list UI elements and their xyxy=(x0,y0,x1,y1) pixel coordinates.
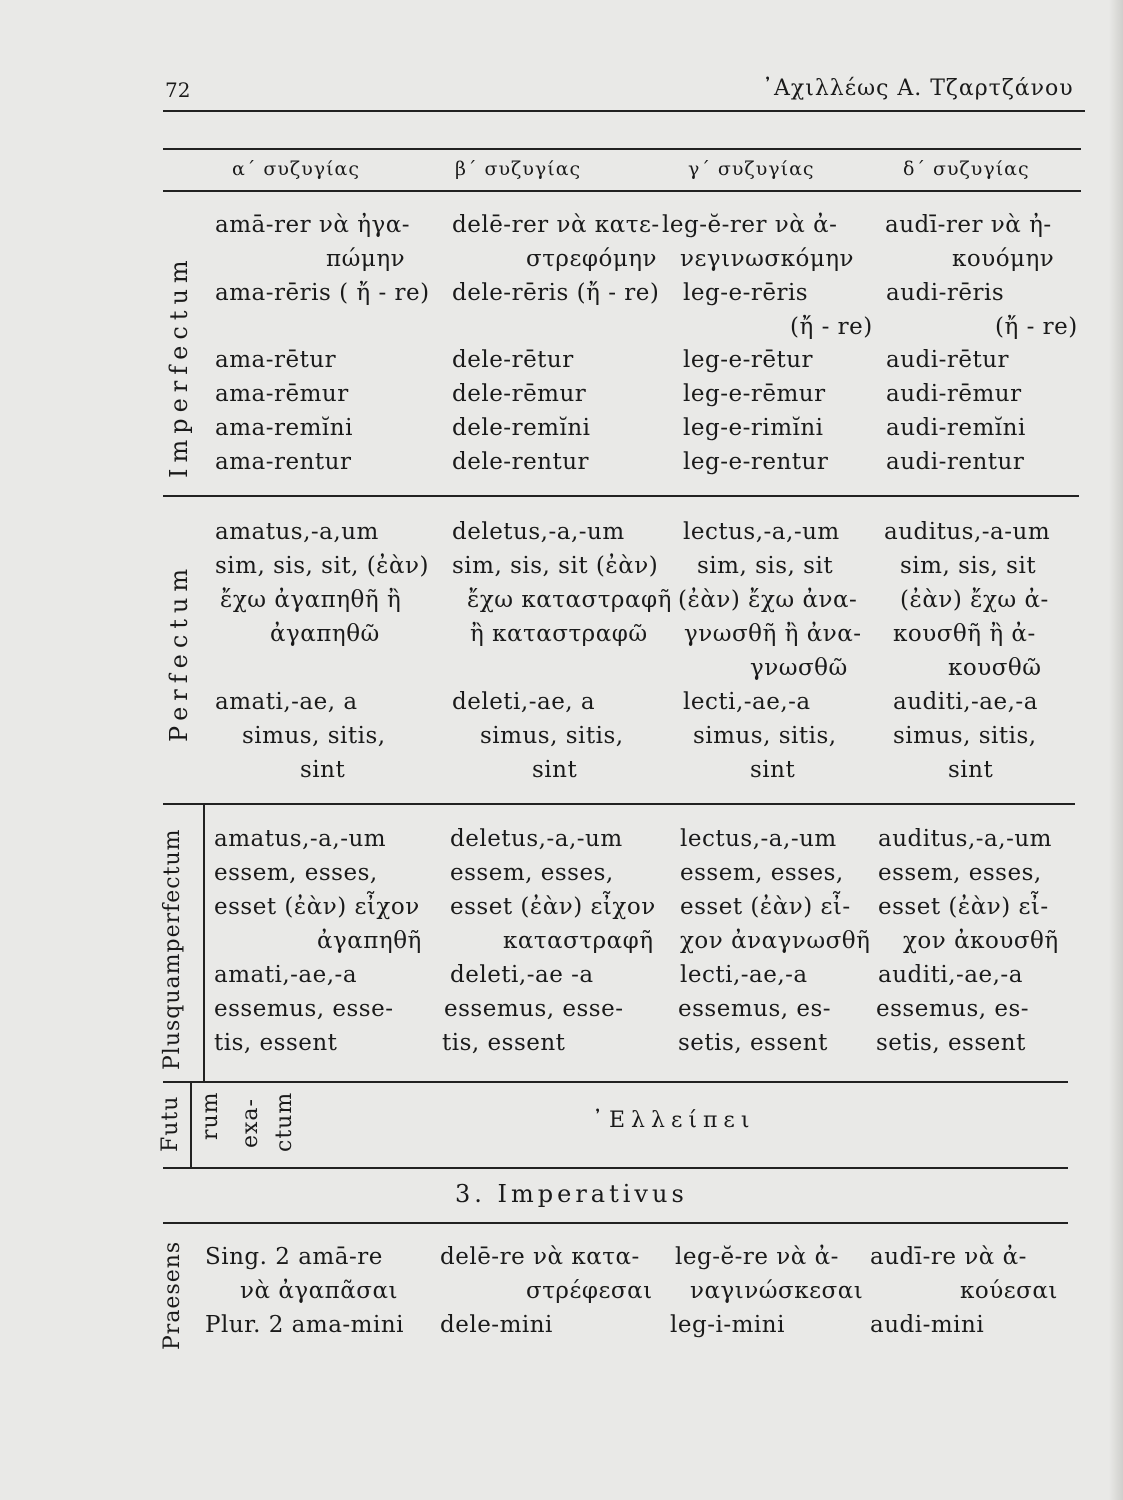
cell-line: lecti,-ae,-a xyxy=(680,962,808,988)
cell-line: essemus, esse- xyxy=(214,996,394,1022)
cell-line: ἀγαπηθῶ xyxy=(270,621,380,647)
book-gutter-shadow xyxy=(1109,0,1123,1500)
table-top-rule xyxy=(163,148,1081,150)
futurum-label-line-4: ctum xyxy=(272,1091,297,1152)
cell-line: χον ἀκουσθῆ xyxy=(903,928,1059,954)
cell-line: κούεσαι xyxy=(960,1278,1058,1304)
cell-line: κουόμην xyxy=(952,246,1055,272)
column-header-3: γ΄ συζυγίας xyxy=(688,158,815,180)
cell-line: (ἤ - re) xyxy=(995,314,1078,340)
cell-line: simus, sitis, xyxy=(693,723,837,749)
cell-line: sim, sis, sit, (ἐὰν) xyxy=(215,553,430,579)
cell-line: ama-rētur xyxy=(215,347,337,373)
cell-line: νεγινωσκόμην xyxy=(680,246,855,272)
cell-line: στρέφεσαι xyxy=(526,1278,653,1304)
perfectum-bottom-rule xyxy=(163,803,1075,805)
column-header-4: δ΄ συζυγίας xyxy=(903,158,1030,180)
plusquam-bottom-rule xyxy=(163,1081,1068,1083)
cell-line: κουσθῆ ἢ ἀ- xyxy=(893,621,1036,647)
cell-line: ἔχω ἀγαπηθῆ ἢ xyxy=(220,587,402,613)
imperativus-title: 3. Imperativus xyxy=(455,1180,688,1208)
page-number: 72 xyxy=(165,78,191,102)
futurum-missing-note: ᾿Ελλείπει xyxy=(592,1108,756,1133)
cell-line: ama-rēris ( ἤ - re) xyxy=(215,280,430,306)
cell-line: sint xyxy=(300,757,346,783)
cell-line: delē-rer νὰ κατε- xyxy=(452,212,660,238)
imperfectum-bottom-rule xyxy=(163,495,1079,497)
cell-line: leg-e-rimĭni xyxy=(683,415,824,441)
section-label-imperfectum: Imperfectum xyxy=(165,254,193,478)
futurum-label-line-1: Futu xyxy=(158,1095,183,1152)
cell-line: κουσθῶ xyxy=(948,655,1042,681)
cell-line: esset (ἐὰν) εἶχον xyxy=(450,894,656,920)
cell-line: essemus, esse- xyxy=(444,996,624,1022)
cell-line: audi-rēmur xyxy=(886,381,1022,407)
cell-line: sim, sis, sit xyxy=(697,553,834,579)
cell-line: deleti,-ae, a xyxy=(452,689,596,715)
cell-line: audi-rēris xyxy=(886,280,1005,306)
cell-line: lecti,-ae,-a xyxy=(683,689,811,715)
cell-line: γνωσθῆ ἢ ἀνα- xyxy=(684,621,862,647)
cell-line: leg-e-rētur xyxy=(683,347,814,373)
cell-line: lectus,-a,-um xyxy=(680,826,837,852)
cell-line: amati,-ae,-a xyxy=(214,962,358,988)
cell-line: ama-rentur xyxy=(215,449,352,475)
cell-line: essemus, es- xyxy=(678,996,832,1022)
cell-line: setis, essent xyxy=(678,1030,828,1056)
futurum-side-rule xyxy=(190,1081,192,1167)
cell-line: sint xyxy=(532,757,578,783)
cell-line: deletus,-a,-um xyxy=(450,826,623,852)
cell-line: esset (ἐὰν) εἶ- xyxy=(680,894,851,920)
cell-line: amā-rer νὰ ἠγα- xyxy=(215,212,411,238)
cell-line: tis, essent xyxy=(214,1030,338,1056)
cell-line: simus, sitis, xyxy=(480,723,624,749)
cell-line: ναγινώσκεσαι xyxy=(690,1278,864,1304)
cell-line: πώμην xyxy=(326,246,406,272)
cell-line: essem, esses, xyxy=(680,860,844,886)
cell-line: leg-ĕ-re νὰ ἀ- xyxy=(675,1244,839,1270)
cell-line: leg-e-rēmur xyxy=(683,381,826,407)
cell-line: χον ἀναγνωσθῆ xyxy=(680,928,871,954)
cell-line: audī-rer νὰ ἠ- xyxy=(885,212,1052,238)
cell-line: dele-remĭni xyxy=(452,415,591,441)
cell-line: sim, sis, sit xyxy=(900,553,1037,579)
futurum-label-line-3: exa- xyxy=(238,1098,263,1148)
cell-line: deleti,-ae -a xyxy=(450,962,594,988)
cell-line: delē-re νὰ κατα- xyxy=(440,1244,640,1270)
cell-line: amati,-ae, a xyxy=(215,689,358,715)
cell-line: (ἤ - re) xyxy=(790,314,873,340)
cell-line: ἔχω καταστραφῆ xyxy=(467,587,672,613)
cell-line: (ἐὰν) ἔχω ἀ- xyxy=(900,587,1049,613)
cell-line: sint xyxy=(948,757,994,783)
column-header-1: α΄ συζυγίας xyxy=(232,158,361,180)
cell-line: audi-mini xyxy=(870,1312,985,1338)
running-header-author: ᾿Αχιλλέως Α. Τζαρτζάνου xyxy=(762,76,1074,101)
cell-line: (ἐὰν) ἔχω ἀνα- xyxy=(678,587,858,613)
cell-line: deletus,-a,-um xyxy=(452,519,625,545)
section-label-perfectum: Perfectum xyxy=(165,562,193,742)
cell-line: ἢ καταστραφῶ xyxy=(470,621,648,647)
cell-line: dele-mini xyxy=(440,1312,553,1338)
cell-line: essem, esses, xyxy=(450,860,614,886)
section-label-praesens: Praesens xyxy=(160,1240,185,1350)
cell-line: amatus,-a,-um xyxy=(214,826,387,852)
column-header-rule xyxy=(163,190,1081,192)
cell-line: amatus,-a,um xyxy=(215,519,379,545)
cell-line: essem, esses, xyxy=(214,860,378,886)
cell-line: καταστραφῆ xyxy=(503,928,654,954)
cell-line: dele-rēmur xyxy=(452,381,587,407)
cell-line: auditus,-a,-um xyxy=(878,826,1052,852)
cell-line: dele-rēris (ἤ - re) xyxy=(452,280,660,306)
cell-line: essemus, es- xyxy=(876,996,1030,1022)
futurum-bottom-rule xyxy=(163,1167,1068,1169)
cell-line: esset (ἐὰν) εἶ- xyxy=(878,894,1049,920)
section-label-plusquamperfectum: Plusquamperfectum xyxy=(160,828,185,1070)
cell-line: dele-rentur xyxy=(452,449,590,475)
cell-line: audi-remĭni xyxy=(886,415,1026,441)
cell-line: dele-rētur xyxy=(452,347,574,373)
cell-line: essem, esses, xyxy=(878,860,1042,886)
cell-line: ama-remĭni xyxy=(215,415,353,441)
cell-line: simus, sitis, xyxy=(242,723,386,749)
futurum-label-line-2: rum xyxy=(198,1091,223,1140)
cell-line: simus, sitis, xyxy=(893,723,1037,749)
cell-line: auditi,-ae,-a xyxy=(893,689,1038,715)
cell-line: esset (ἐὰν) εἶχον xyxy=(214,894,420,920)
cell-line: audi-rētur xyxy=(886,347,1010,373)
cell-line: audī-re νὰ ἀ- xyxy=(870,1244,1027,1270)
cell-line: sint xyxy=(750,757,796,783)
cell-line: tis, essent xyxy=(442,1030,566,1056)
cell-line: στρεφόμην xyxy=(526,246,658,272)
cell-line: ama-rēmur xyxy=(215,381,349,407)
plusquam-side-rule xyxy=(203,803,205,1081)
imperativus-title-rule xyxy=(163,1222,1068,1224)
cell-line: leg-ĕ-rer νὰ ἀ- xyxy=(662,212,838,238)
cell-line: γνωσθῶ xyxy=(750,655,848,681)
cell-line: Sing. 2 amā-re xyxy=(205,1244,383,1270)
cell-line: setis, essent xyxy=(876,1030,1026,1056)
cell-line: leg-e-rentur xyxy=(683,449,829,475)
cell-line: audi-rentur xyxy=(886,449,1025,475)
header-rule xyxy=(163,110,1085,112)
cell-line: leg-i-mini xyxy=(670,1312,785,1338)
cell-line: lectus,-a,-um xyxy=(683,519,840,545)
cell-line: auditi,-ae,-a xyxy=(878,962,1023,988)
cell-line: Plur. 2 ama-mini xyxy=(205,1312,405,1338)
cell-line: leg-e-rēris xyxy=(683,280,809,306)
column-header-2: β΄ συζυγίας xyxy=(455,158,582,180)
cell-line: νὰ ἀγαπᾶσαι xyxy=(240,1278,399,1304)
cell-line: auditus,-a-um xyxy=(884,519,1051,545)
cell-line: ἀγαπηθῆ xyxy=(317,928,422,954)
cell-line: sim, sis, sit (ἐὰν) xyxy=(452,553,659,579)
